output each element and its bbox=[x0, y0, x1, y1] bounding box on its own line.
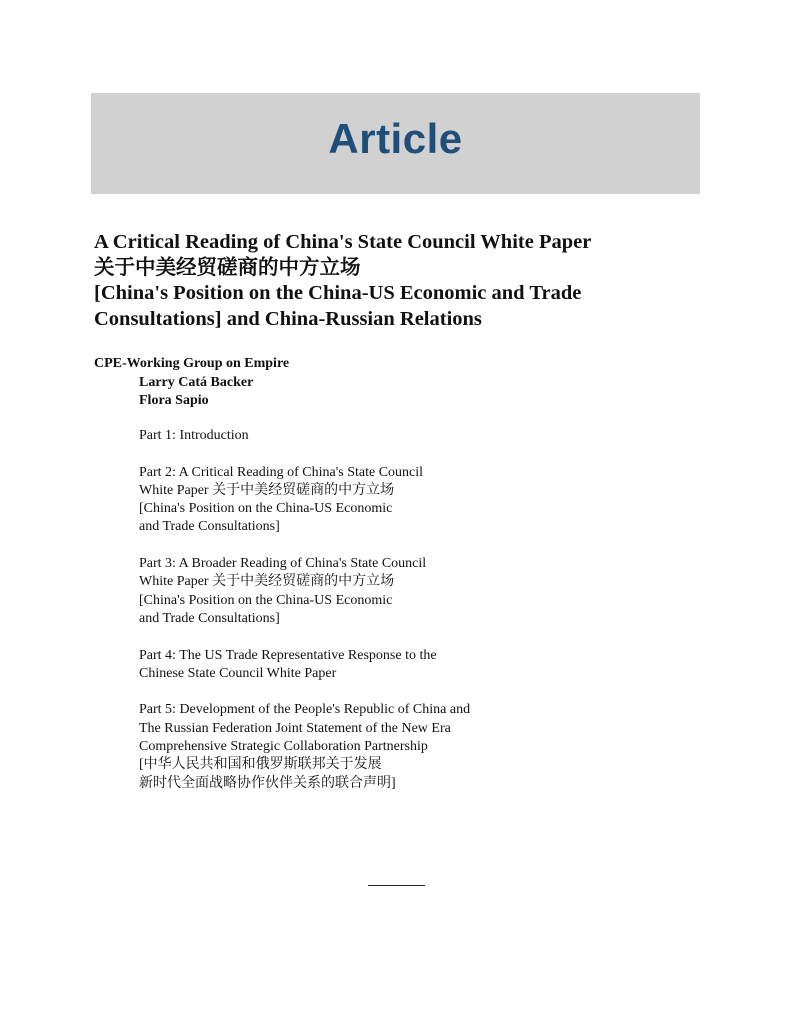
toc-entry-part-4 bbox=[139, 647, 699, 684]
document-title bbox=[94, 230, 694, 332]
toc-line: The Russian Federation Joint Statement of the New Era bbox=[139, 720, 451, 736]
toc-line: Part 2: A Critical Reading of China's State Council bbox=[139, 464, 424, 480]
toc-line: Part 1: Introduction bbox=[139, 428, 249, 443]
author-block bbox=[94, 355, 289, 411]
title-line: A Critical Reading of China's State Council White Paper bbox=[94, 231, 592, 253]
author-name: Flora Sapio bbox=[139, 393, 209, 408]
article-banner bbox=[91, 93, 700, 194]
toc-line: Comprehensive Strategic Collaboration Partnership bbox=[139, 739, 428, 755]
working-group-name: CPE-Working Group on Empire bbox=[94, 356, 290, 371]
toc-entry-part-5 bbox=[139, 701, 699, 792]
toc-line: Part 5: Development of the People's Republic of China and bbox=[139, 702, 471, 718]
toc-line: Part 3: A Broader Reading of China's State Council bbox=[139, 556, 427, 572]
toc-entry-part-3 bbox=[139, 555, 699, 628]
toc-line: White Paper 关于中美经贸磋商的中方立场 bbox=[139, 482, 395, 498]
toc-line: [China's Position on the China-US Economic bbox=[139, 592, 393, 608]
toc-line: 新时代全面战略协作伙伴关系的联合声明] bbox=[139, 775, 396, 791]
toc-line: and Trade Consultations] bbox=[139, 519, 280, 535]
footnote-divider bbox=[368, 885, 425, 886]
toc-line: [中华人民共和国和俄罗斯联邦关于发展 bbox=[139, 757, 382, 773]
toc-line: [China's Position on the China-US Economic bbox=[139, 501, 393, 517]
toc-line: Chinese State Council White Paper bbox=[139, 665, 337, 681]
table-of-contents bbox=[139, 427, 699, 811]
title-line-chinese: 关于中美经贸磋商的中方立场 bbox=[94, 256, 361, 279]
toc-line: White Paper 关于中美经贸磋商的中方立场 bbox=[139, 574, 395, 590]
toc-line: and Trade Consultations] bbox=[139, 610, 280, 626]
article-label: Article bbox=[328, 114, 463, 162]
toc-entry-part-1 bbox=[139, 427, 699, 445]
toc-line: Part 4: The US Trade Representative Response to the bbox=[139, 647, 437, 663]
title-line: [China's Position on the China-US Economic and Trade bbox=[94, 282, 582, 304]
title-line: Consultations] and China-Russian Relations bbox=[94, 307, 482, 330]
toc-entry-part-2 bbox=[139, 464, 699, 537]
author-name: Larry Catá Backer bbox=[139, 374, 254, 390]
